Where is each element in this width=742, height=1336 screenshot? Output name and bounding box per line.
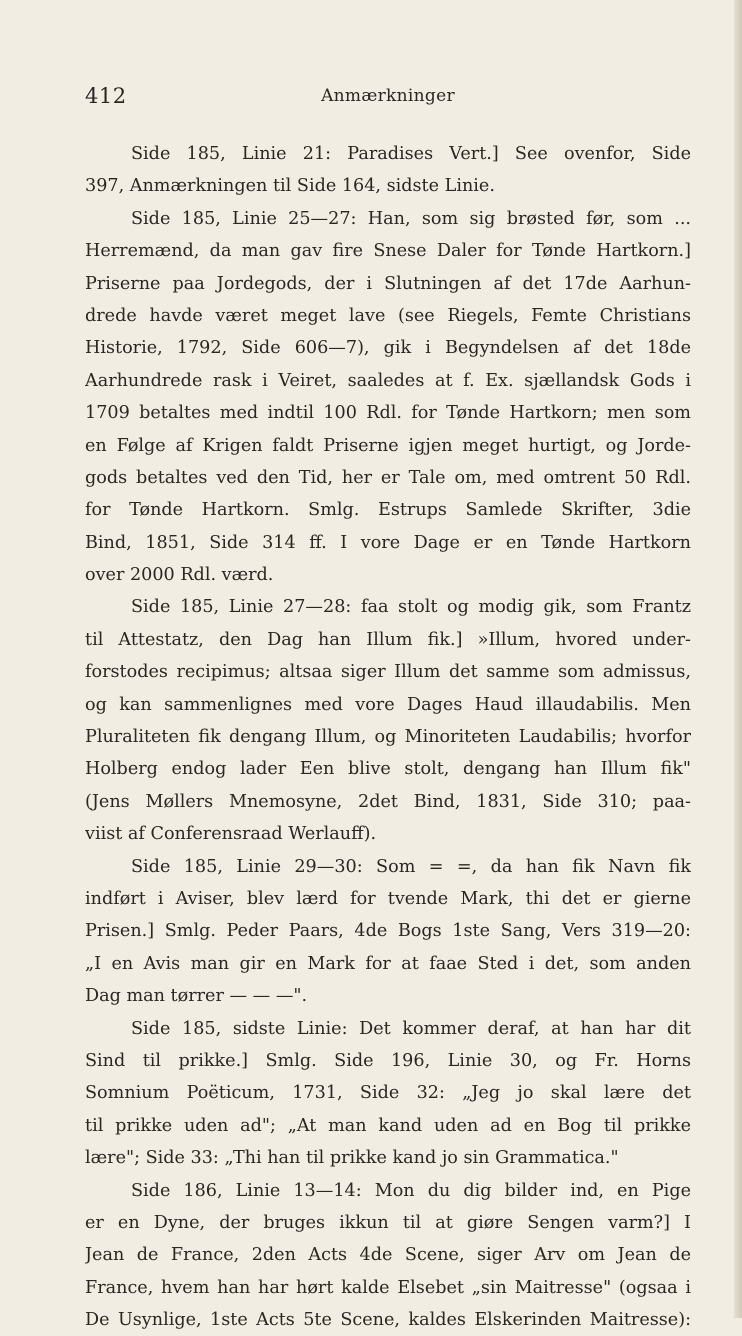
text-line: 397, Anmærkningen til Side 164, sidste Linie. — [85, 176, 495, 197]
page-header — [85, 82, 691, 114]
text-line: Jean de France, 2den Acts 4de Scene, siger Arv om Jean de — [85, 1245, 691, 1266]
text-line: Dag man tørrer — — —". — [85, 986, 308, 1007]
text-line: Side 185, sidste Linie: Det kommer deraf, at han har dit — [131, 1018, 691, 1039]
text-line: Priserne paa Jordegods, der i Slutningen af det 17de Aarhun- — [85, 273, 691, 294]
text-line: Prisen.] Smlg. Peder Paars, 4de Bogs 1ste Sang, Vers 319—20: — [85, 921, 691, 942]
text-line: France, hvem han har hørt kalde Elsebet „sin Maitresse" (ogsaa i — [85, 1277, 691, 1298]
running-title: Anmærkninger — [321, 86, 455, 106]
text-line: „I en Avis man gir en Mark for at faae Sted i det, som anden — [85, 953, 691, 974]
text-line: til Attestatz, den Dag han Illum fik.] »Illum, hvored under- — [85, 629, 691, 650]
text-line: De Usynlige, 1ste Acts 5te Scene, kaldes Elskerinden Maitresse): — [85, 1310, 691, 1331]
text-line: Side 185, Linie 29—30: Som = =, da han fik Navn fik — [131, 856, 691, 877]
text-line: viist af Conferensraad Werlauff). — [85, 824, 377, 845]
page-edge — [734, 0, 742, 1318]
text-line: Side 186, Linie 13—14: Mon du dig bilder ind, en Pige — [131, 1180, 691, 1201]
body-text — [85, 138, 691, 1336]
text-line: Side 185, Linie 25—27: Han, som sig brøsted før, som ... — [131, 208, 691, 229]
text-line: Historie, 1792, Side 606—7), gik i Begyndelsen af det 18de — [85, 338, 691, 359]
text-line: (Jens Møllers Mnemosyne, 2det Bind, 1831, Side 310; paa- — [85, 791, 691, 812]
text-line: gods betaltes ved den Tid, her er Tale om, med omtrent 50 Rdl. — [85, 467, 691, 488]
text-line: Bind, 1851, Side 314 ff. I vore Dage er en Tønde Hartkorn — [85, 532, 691, 553]
text-line: forstodes recipimus; altsaa siger Illum det samme som admissus, — [85, 662, 691, 683]
text-line: drede havde været meget lave (see Riegels, Femte Christians — [85, 305, 691, 326]
text-line: er en Dyne, der bruges ikkun til at giøre Sengen varm?] I — [85, 1212, 691, 1233]
text-line: til prikke uden ad"; „At man kand uden ad en Bog til prikke — [85, 1115, 691, 1136]
text-line: lære"; Side 33: „Thi han til prikke kand jo sin Grammatica." — [85, 1148, 619, 1169]
text-line: Somnium Poëticum, 1731, Side 32: „Jeg jo skal lære det — [85, 1083, 691, 1104]
page-number: 412 — [85, 84, 127, 108]
text-line: indført i Aviser, blev lærd for tvende Mark, thi det er gierne — [85, 888, 691, 909]
text-line: for Tønde Hartkorn. Smlg. Estrups Samlede Skrifter, 3die — [85, 500, 691, 521]
text-line: Side 185, Linie 21: Paradises Vert.] See ovenfor, Side — [131, 144, 691, 164]
text-line: Herremænd, da man gav fire Snese Daler for Tønde Hartkorn.] — [85, 241, 691, 262]
text-line: Pluraliteten fik dengang Illum, og Minoriteten Laudabilis; hvorfor — [85, 727, 691, 748]
text-line: og kan sammenlignes med vore Dages Haud illaudabilis. Men — [85, 694, 691, 715]
text-line: Aarhundrede rask i Veiret, saaledes at f. Ex. sjællandsk Gods i — [85, 370, 691, 391]
text-line: Sind til prikke.] Smlg. Side 196, Linie 30, og Fr. Horns — [85, 1050, 691, 1071]
text-line: en Følge af Krigen faldt Priserne igjen meget hurtigt, og Jorde- — [85, 435, 691, 456]
text-line: over 2000 Rdl. værd. — [85, 565, 274, 586]
text-line: Holberg endog lader Een blive stolt, dengang han Illum fik" — [85, 759, 691, 780]
text-line: Side 185, Linie 27—28: faa stolt og modig gik, som Frantz — [131, 597, 691, 618]
text-line: 1709 betaltes med indtil 100 Rdl. for Tønde Hartkorn; men som — [85, 403, 691, 424]
